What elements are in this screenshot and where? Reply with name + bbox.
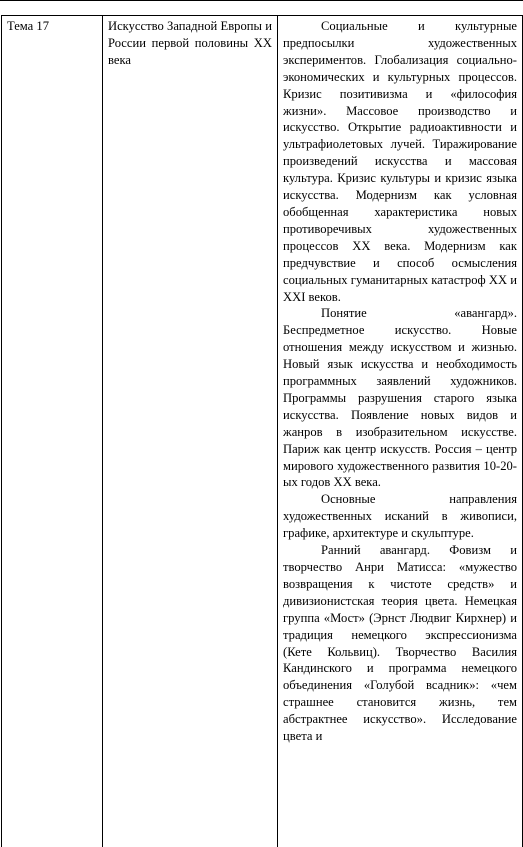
curriculum-table	[1, 15, 523, 847]
content-paragraph: Основные направления художественных исканий в живописи, графике, архитектуре и скульптуре.	[283, 492, 517, 541]
topic-label: Тема 17	[7, 19, 50, 33]
content-paragraph: Социальные и культурные предпосылки художественных экспериментов. Глобализация социально-экономических и культурных процессов. Кризис позитивизма и «философия жизни». Массовое производство и искусство. Открытие радиоактивности и ультрафиолетовых лучей. Тиражирование произведений искусства и массовая культура. Кризис культуры и кризис языка искусства. Модернизм как условная обобщенная характеристика новых противоречивых художественных процессов XX века. Модернизм как предчувствие и способ осмысления социальных гуманитарных катастроф XX и XXI веков.	[283, 19, 517, 304]
topic-title: Искусство Западной Европы и России первой половины XX века	[108, 19, 272, 67]
table-row	[2, 16, 523, 847]
topic-cell	[2, 16, 103, 847]
content-cell	[278, 16, 523, 847]
content-paragraph: Ранний авангард. Фовизм и творчество Анри Матисса: «мужество возвращения к чистоте средств» и дивизионистская теория цвета. Немецкая группа «Мост» (Эрнст Людвиг Кирхнер) и традиция немецкого экспрессионизма (Кете Кольвиц). Творчество Василия Кандинского и программа немецкого объединения «Голубой всадник»: «чем страшнее становится жизнь, тем абстрактнее искусство». Исследование цвета и	[283, 543, 517, 744]
content-paragraph: Понятие «авангард». Беспредметное искусство. Новые отношения между искусством и жизнью. Новый язык искусства и необходимость программных заявлений художников. Программы разрушения старого языка искусства. Появление новых видов и жанров в изобразительном искусстве. Париж как центр искусств. Россия – центр мирового художественного развития 10-20-ых годов XX века.	[283, 306, 517, 490]
title-cell	[103, 16, 278, 847]
